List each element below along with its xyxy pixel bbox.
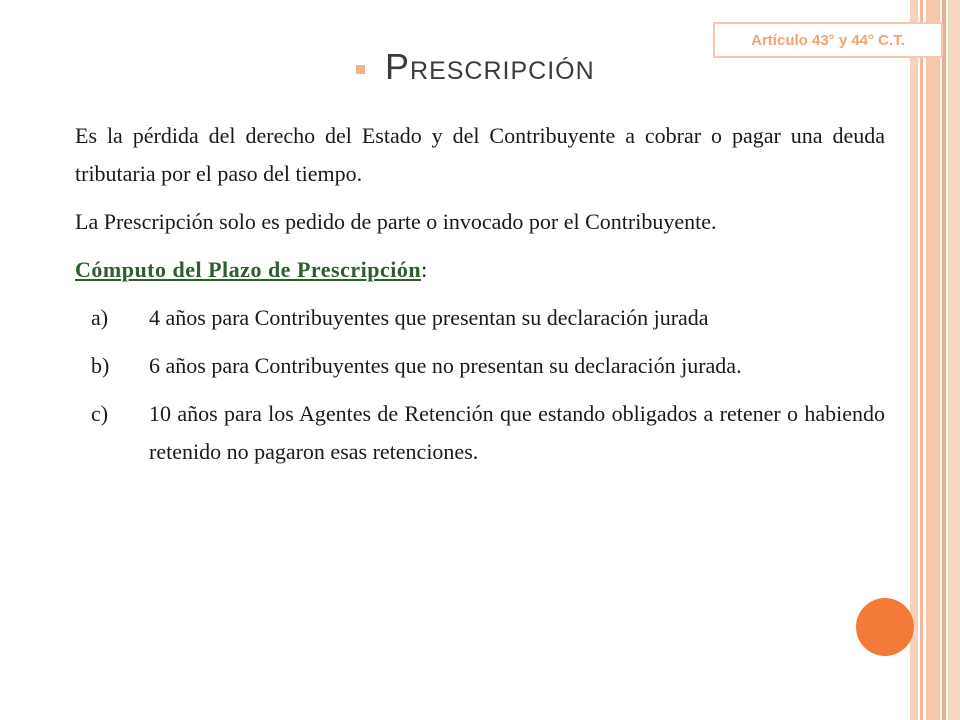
slide-title: Prescripción	[385, 46, 595, 87]
list-item-text: 10 años para los Agentes de Retención que estando obligados a retener o habiendo retenido no pagaron esas retenciones.	[149, 401, 885, 464]
list-item-label: b)	[91, 353, 110, 378]
stripe	[920, 0, 923, 720]
paragraph-definition: Es la pérdida del derecho del Estado y del Contribuyente a cobrar o pagar una deuda tributaria por el paso del tiempo.	[75, 123, 885, 186]
decorative-stripes	[910, 0, 960, 720]
section-heading	[75, 251, 885, 289]
paragraph-invocation: La Prescripción solo es pedido de parte o invocado por el Contribuyente.	[75, 209, 717, 234]
decorative-circle	[856, 598, 914, 656]
stripe	[948, 0, 960, 720]
list-item-text: 4 años para Contribuyentes que presentan su declaración jurada	[149, 305, 709, 330]
stripe	[910, 0, 918, 720]
list-item	[75, 347, 885, 385]
list-item-text: 6 años para Contribuyentes que no presentan su declaración jurada.	[149, 353, 742, 378]
reference-box: Artículo 43° y 44° C.T.	[713, 22, 943, 58]
slide-content	[75, 117, 885, 481]
list-item-label: a)	[91, 305, 109, 330]
section-heading-text: Cómputo del Plazo de Prescripción	[75, 257, 422, 282]
list-item	[75, 395, 885, 471]
list-item-label: c)	[91, 401, 109, 426]
square-bullet-icon	[356, 65, 365, 74]
stripe	[926, 0, 940, 720]
section-heading-colon: :	[421, 257, 428, 282]
list-item	[75, 299, 885, 337]
stripe	[942, 0, 946, 720]
title-row	[356, 46, 595, 88]
